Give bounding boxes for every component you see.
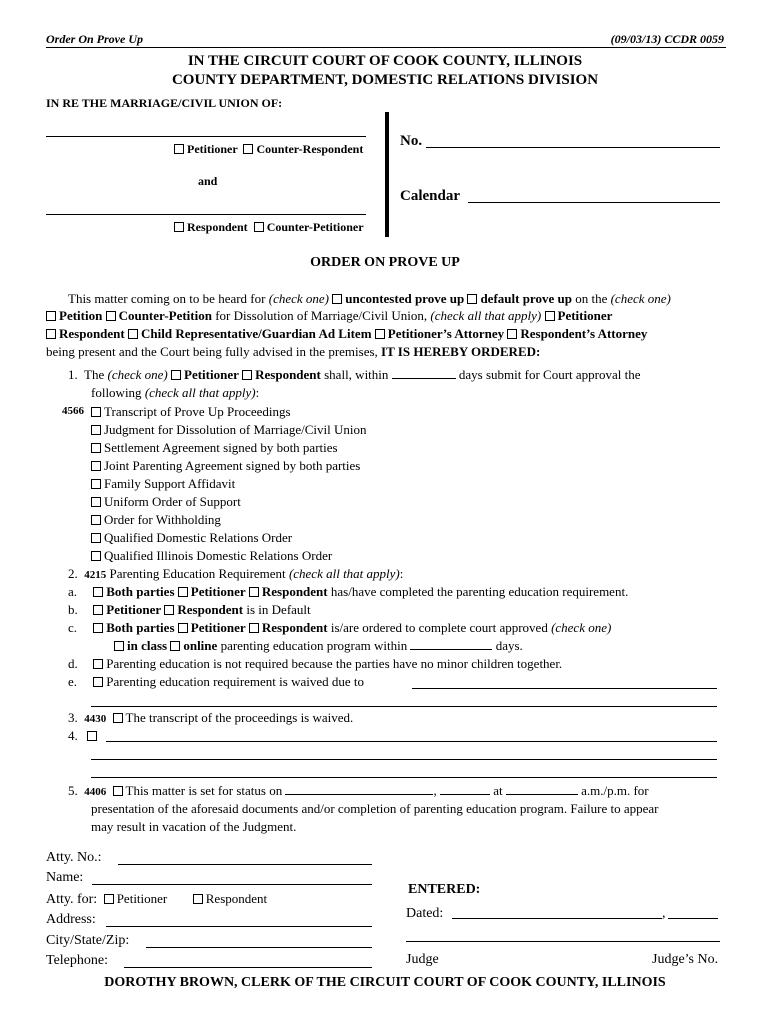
waived-reason-field-2[interactable]: [91, 706, 717, 707]
waived-reason-field[interactable]: [412, 688, 717, 689]
default-checkbox[interactable]: [467, 294, 477, 304]
item4-checkbox[interactable]: [87, 731, 97, 741]
doc-item: Judgment for Dissolution of Marriage/Civil Union: [91, 421, 367, 439]
status-time-field[interactable]: [506, 784, 578, 795]
a-petitioner-checkbox[interactable]: [178, 587, 188, 597]
petitioner-name-line[interactable]: [46, 136, 366, 137]
item1-petitioner-checkbox[interactable]: [171, 370, 181, 380]
calendar-label: Calendar: [400, 188, 460, 204]
doc-item: Transcript of Prove Up Proceedings: [91, 403, 367, 421]
item2-line-e: e. Parenting education requirement is waived due to: [68, 674, 365, 689]
item3-line: 3. 4430 The transcript of the proceedings is waived.: [68, 710, 354, 725]
online-checkbox[interactable]: [170, 641, 180, 651]
court-line-1: IN THE CIRCUIT COURT OF COOK COUNTY, ILLINOIS: [187, 53, 583, 69]
atty-name-field[interactable]: [92, 884, 372, 885]
dated-label: Dated:: [406, 906, 444, 921]
item1-line-1: 1. The (check one) Petitioner Respondent shall, within days submit for Court approval the: [68, 367, 641, 382]
form-name: Order On Prove Up: [46, 32, 143, 46]
in-re-label: IN RE THE MARRIAGE/CIVIL UNION OF:: [46, 96, 283, 110]
judges-no-label: Judge’s No.: [652, 952, 719, 967]
item1-code: 4566: [62, 405, 84, 417]
item2-line-d: d. Parenting education is not required because the parties have no minor children together.: [68, 656, 563, 671]
present-petitioner-checkbox[interactable]: [545, 311, 555, 321]
dated-field[interactable]: [452, 918, 662, 919]
clerk-footer: DOROTHY BROWN, CLERK OF THE CIRCUIT COURT OF COOK COUNTY, ILLINOIS: [104, 975, 666, 990]
doc-checkbox[interactable]: [91, 443, 101, 453]
item2-line-b: b. Petitioner Respondent is in Default: [68, 602, 311, 617]
court-line-2: COUNTY DEPARTMENT, DOMESTIC RELATIONS DIVISION: [171, 72, 599, 88]
dated-year-field[interactable]: [668, 918, 718, 919]
c-petitioner-checkbox[interactable]: [178, 623, 188, 633]
status-date-field[interactable]: [285, 784, 433, 795]
counter-respondent-checkbox[interactable]: [243, 144, 253, 154]
item4-field-3[interactable]: [91, 777, 717, 778]
item2-line-c: c. Both parties Petitioner Respondent is/are ordered to complete court approved (check one): [68, 620, 612, 635]
intro-line-1: This matter coming on to be heard for (check one) uncontested prove up default prove up on the (check one): [68, 291, 671, 306]
item2-line-c2: in class online parenting education program within days.: [114, 638, 523, 654]
child-rep-checkbox[interactable]: [128, 329, 138, 339]
c-respondent-checkbox[interactable]: [249, 623, 259, 633]
doc-checkbox[interactable]: [91, 497, 101, 507]
e-checkbox[interactable]: [93, 677, 103, 687]
item5-line-3: may result in vacation of the Judgment.: [91, 819, 297, 834]
doc-checkbox[interactable]: [91, 407, 101, 417]
doc-item: Qualified Illinois Domestic Relations Order: [91, 547, 367, 565]
header-rule: [46, 47, 726, 48]
item5-line-1: 5. 4406 This matter is set for status on , at a.m./p.m. for: [68, 783, 649, 798]
order-title: ORDER ON PROVE UP: [310, 255, 460, 270]
entered-label: ENTERED:: [408, 882, 481, 897]
a-respondent-checkbox[interactable]: [249, 587, 259, 597]
atty-no-field[interactable]: [118, 864, 372, 865]
atty-telephone-label: Telephone:: [46, 953, 108, 968]
item1-days-field[interactable]: [392, 368, 456, 379]
judge-label: Judge: [406, 952, 439, 967]
doc-item: Settlement Agreement signed by both parties: [91, 439, 367, 457]
item3-checkbox[interactable]: [113, 713, 123, 723]
intro-line-2: Petition Counter-Petition for Dissolution of Marriage/Civil Union, (check all that apply) Petitioner: [46, 308, 612, 324]
uncontested-checkbox[interactable]: [332, 294, 342, 304]
respondent-checkboxes: Respondent Counter-Petitioner: [174, 220, 364, 235]
petitioner-checkboxes: Petitioner Counter-Respondent: [174, 142, 363, 157]
doc-checkbox[interactable]: [91, 533, 101, 543]
atty-for-respondent-checkbox[interactable]: [193, 894, 203, 904]
doc-item: Qualified Domestic Relations Order: [91, 529, 367, 547]
respondent-checkbox[interactable]: [174, 222, 184, 232]
doc-checkbox[interactable]: [91, 425, 101, 435]
intro-line-3: Respondent Child Representative/Guardian Ad Litem Petitioner’s Attorney Respondent’s Attorney: [46, 326, 647, 342]
item1-docs-list: [91, 403, 367, 565]
item2-heading: 2. 4215 Parenting Education Requirement (check all that apply):: [68, 566, 404, 581]
d-checkbox[interactable]: [93, 659, 103, 669]
petition-checkbox[interactable]: [46, 311, 56, 321]
and-label: and: [198, 174, 218, 188]
item4-field-1[interactable]: [106, 741, 717, 742]
item2-line-a: a. Both parties Petitioner Respondent has/have completed the parenting education requirement.: [68, 584, 629, 599]
form-code: (09/03/13) CCDR 0059: [610, 32, 724, 46]
item4-field-2[interactable]: [91, 759, 717, 760]
status-year-field[interactable]: [440, 784, 490, 795]
respondent-attorney-checkbox[interactable]: [507, 329, 517, 339]
caption-divider: [385, 112, 389, 237]
atty-city-label: City/State/Zip:: [46, 933, 130, 948]
atty-telephone-field[interactable]: [124, 967, 372, 968]
item1-line-2: following (check all that apply):: [91, 385, 260, 400]
b-petitioner-checkbox[interactable]: [93, 605, 103, 615]
atty-address-field[interactable]: [106, 926, 372, 927]
case-number-field[interactable]: [426, 147, 720, 148]
item1-respondent-checkbox[interactable]: [242, 370, 252, 380]
atty-for-line: Atty. for: Petitioner Respondent: [46, 891, 268, 907]
atty-for-petitioner-checkbox[interactable]: [104, 894, 114, 904]
atty-city-field[interactable]: [146, 947, 372, 948]
doc-item: Family Support Affidavit: [91, 475, 367, 493]
doc-item: Order for Withholding: [91, 511, 367, 529]
atty-address-label: Address:: [46, 912, 96, 927]
intro-line-4: being present and the Court being fully advised in the premises, IT IS HEREBY ORDERED:: [46, 344, 541, 359]
item5-line-2: presentation of the aforesaid documents and/or completion of parenting education program. Failure to appear: [91, 801, 659, 816]
doc-item: Joint Parenting Agreement signed by both parties: [91, 457, 367, 475]
item5-checkbox[interactable]: [113, 786, 123, 796]
doc-checkbox[interactable]: [91, 515, 101, 525]
doc-item: Uniform Order of Support: [91, 493, 367, 511]
c-both-checkbox[interactable]: [93, 623, 103, 633]
in-class-checkbox[interactable]: [114, 641, 124, 651]
petitioner-checkbox[interactable]: [174, 144, 184, 154]
case-number-label: No.: [400, 133, 423, 149]
counter-petition-checkbox[interactable]: [106, 311, 116, 321]
b-respondent-checkbox[interactable]: [164, 605, 174, 615]
atty-name-label: Name:: [46, 870, 84, 885]
doc-checkbox[interactable]: [91, 461, 101, 471]
dated-comma: ,: [662, 906, 666, 921]
calendar-field[interactable]: [468, 202, 720, 203]
doc-checkbox[interactable]: [91, 479, 101, 489]
item4-line: 4.: [68, 728, 100, 744]
petitioner-attorney-checkbox[interactable]: [375, 329, 385, 339]
counter-petitioner-checkbox[interactable]: [254, 222, 264, 232]
respondent-name-line[interactable]: [46, 214, 366, 215]
judge-signature-line[interactable]: [406, 941, 720, 942]
present-respondent-checkbox[interactable]: [46, 329, 56, 339]
a-both-checkbox[interactable]: [93, 587, 103, 597]
doc-checkbox[interactable]: [91, 551, 101, 561]
c-days-field[interactable]: [410, 639, 492, 650]
atty-no-label: Atty. No.:: [46, 850, 102, 865]
